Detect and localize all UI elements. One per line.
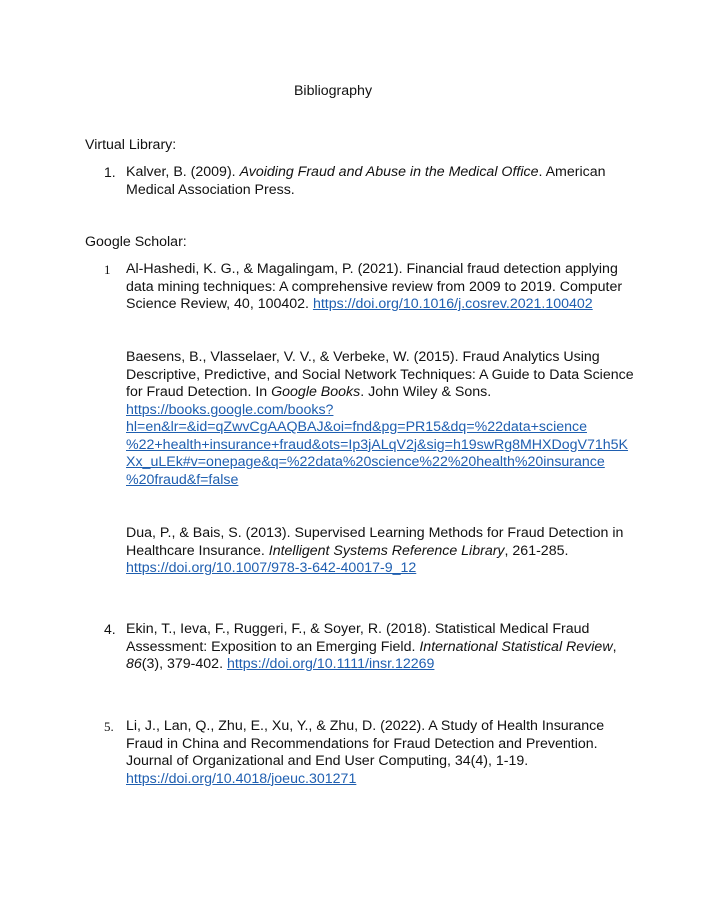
google-books-link-line[interactable]: %20fraud&f=false: [126, 471, 239, 488]
reference-line: Kalver, B. (2009). Avoiding Fraud and Abuse in the Medical Office. American: [126, 164, 606, 180]
reference-line: for Fraud Detection. In Google Books. John Wiley & Sons.: [126, 384, 492, 400]
reference-line: Descriptive, Predictive, and Social Network Techniques: A Guide to Data Science: [126, 366, 634, 383]
reference-line: data mining techniques: A comprehensive review from 2009 to 2019. Computer: [126, 278, 623, 295]
reference-al-hashedi: [126, 261, 646, 314]
reference-line: Journal of Organizational and End User Computing, 34(4), 1-19.: [126, 753, 529, 769]
reference-line: Fraud in China and Recommendations for Fraud Detection and Prevention.: [126, 735, 598, 752]
list-number: 1.: [104, 164, 116, 180]
doi-link[interactable]: https://doi.org/10.1016/j.cosrev.2021.100402: [312, 296, 593, 312]
section-heading-google-scholar: Google Scholar:: [85, 234, 187, 250]
reference-line: Al-Hashedi, K. G., & Magalingam, P. (2021). Financial fraud detection applying: [126, 261, 618, 277]
doi-link[interactable]: https://doi.org/10.1007/978-3-642-40017-9_12: [126, 560, 417, 576]
google-books-link-line[interactable]: hl=en&lr=&id=qZwvCgAAQBAJ&oi=fnd&pg=PR15&dq=%22data+science: [126, 419, 587, 435]
reference-line: Assessment: Exposition to an Emerging Field. International Statistical Review,: [126, 638, 617, 655]
reference-line: Healthcare Insurance. Intelligent Systems Reference Library, 261-285.: [126, 542, 569, 559]
list-number: 5.: [104, 719, 114, 734]
reference-line: Dua, P., & Bais, S. (2013). Supervised Learning Methods for Fraud Detection in: [126, 525, 624, 541]
doi-link[interactable]: https://doi.org/10.1111/insr.12269: [226, 656, 435, 672]
reference-dua: [126, 525, 646, 578]
reference-line: Baesens, B., Vlasselaer, V. V., & Verbeke, W. (2015). Fraud Analytics Using: [126, 349, 600, 365]
reference-kalver: [126, 164, 646, 199]
list-number: 1: [104, 262, 111, 277]
section-heading-virtual-library: Virtual Library:: [85, 137, 177, 153]
page-title: Bibliography: [293, 83, 373, 99]
reference-line: Science Review, 40, 100402. https://doi.org/10.1016/j.cosrev.2021.100402: [126, 296, 593, 312]
google-books-link-line[interactable]: %22+health+insurance+fraud&ots=Ip3jALqV2j&sig=h19swRg8MHXDogV71h5K: [126, 436, 629, 453]
google-books-link-line[interactable]: https://books.google.com/books?: [126, 401, 334, 418]
reference-li: [126, 718, 646, 788]
reference-line: Medical Association Press.: [126, 181, 295, 198]
reference-line[interactable]: [126, 560, 646, 578]
doi-link[interactable]: https://doi.org/10.4018/joeuc.301271: [126, 770, 357, 787]
reference-ekin: [126, 621, 646, 674]
list-number: 4.: [104, 621, 116, 637]
reference-line: 86(3), 379-402. https://doi.org/10.1111/insr.12269: [126, 656, 435, 672]
reference-line: Li, J., Lan, Q., Zhu, E., Xu, Y., & Zhu, D. (2022). A Study of Health Insurance: [126, 718, 605, 734]
reference-line[interactable]: [126, 771, 646, 789]
reference-line: Ekin, T., Ieva, F., Ruggeri, F., & Soyer, R. (2018). Statistical Medical Fraud: [126, 621, 590, 637]
google-books-link-line[interactable]: Xx_uLEk#v=onepage&q=%22data%20science%22%20health%20insurance: [126, 454, 605, 470]
reference-baesens: [126, 349, 646, 489]
